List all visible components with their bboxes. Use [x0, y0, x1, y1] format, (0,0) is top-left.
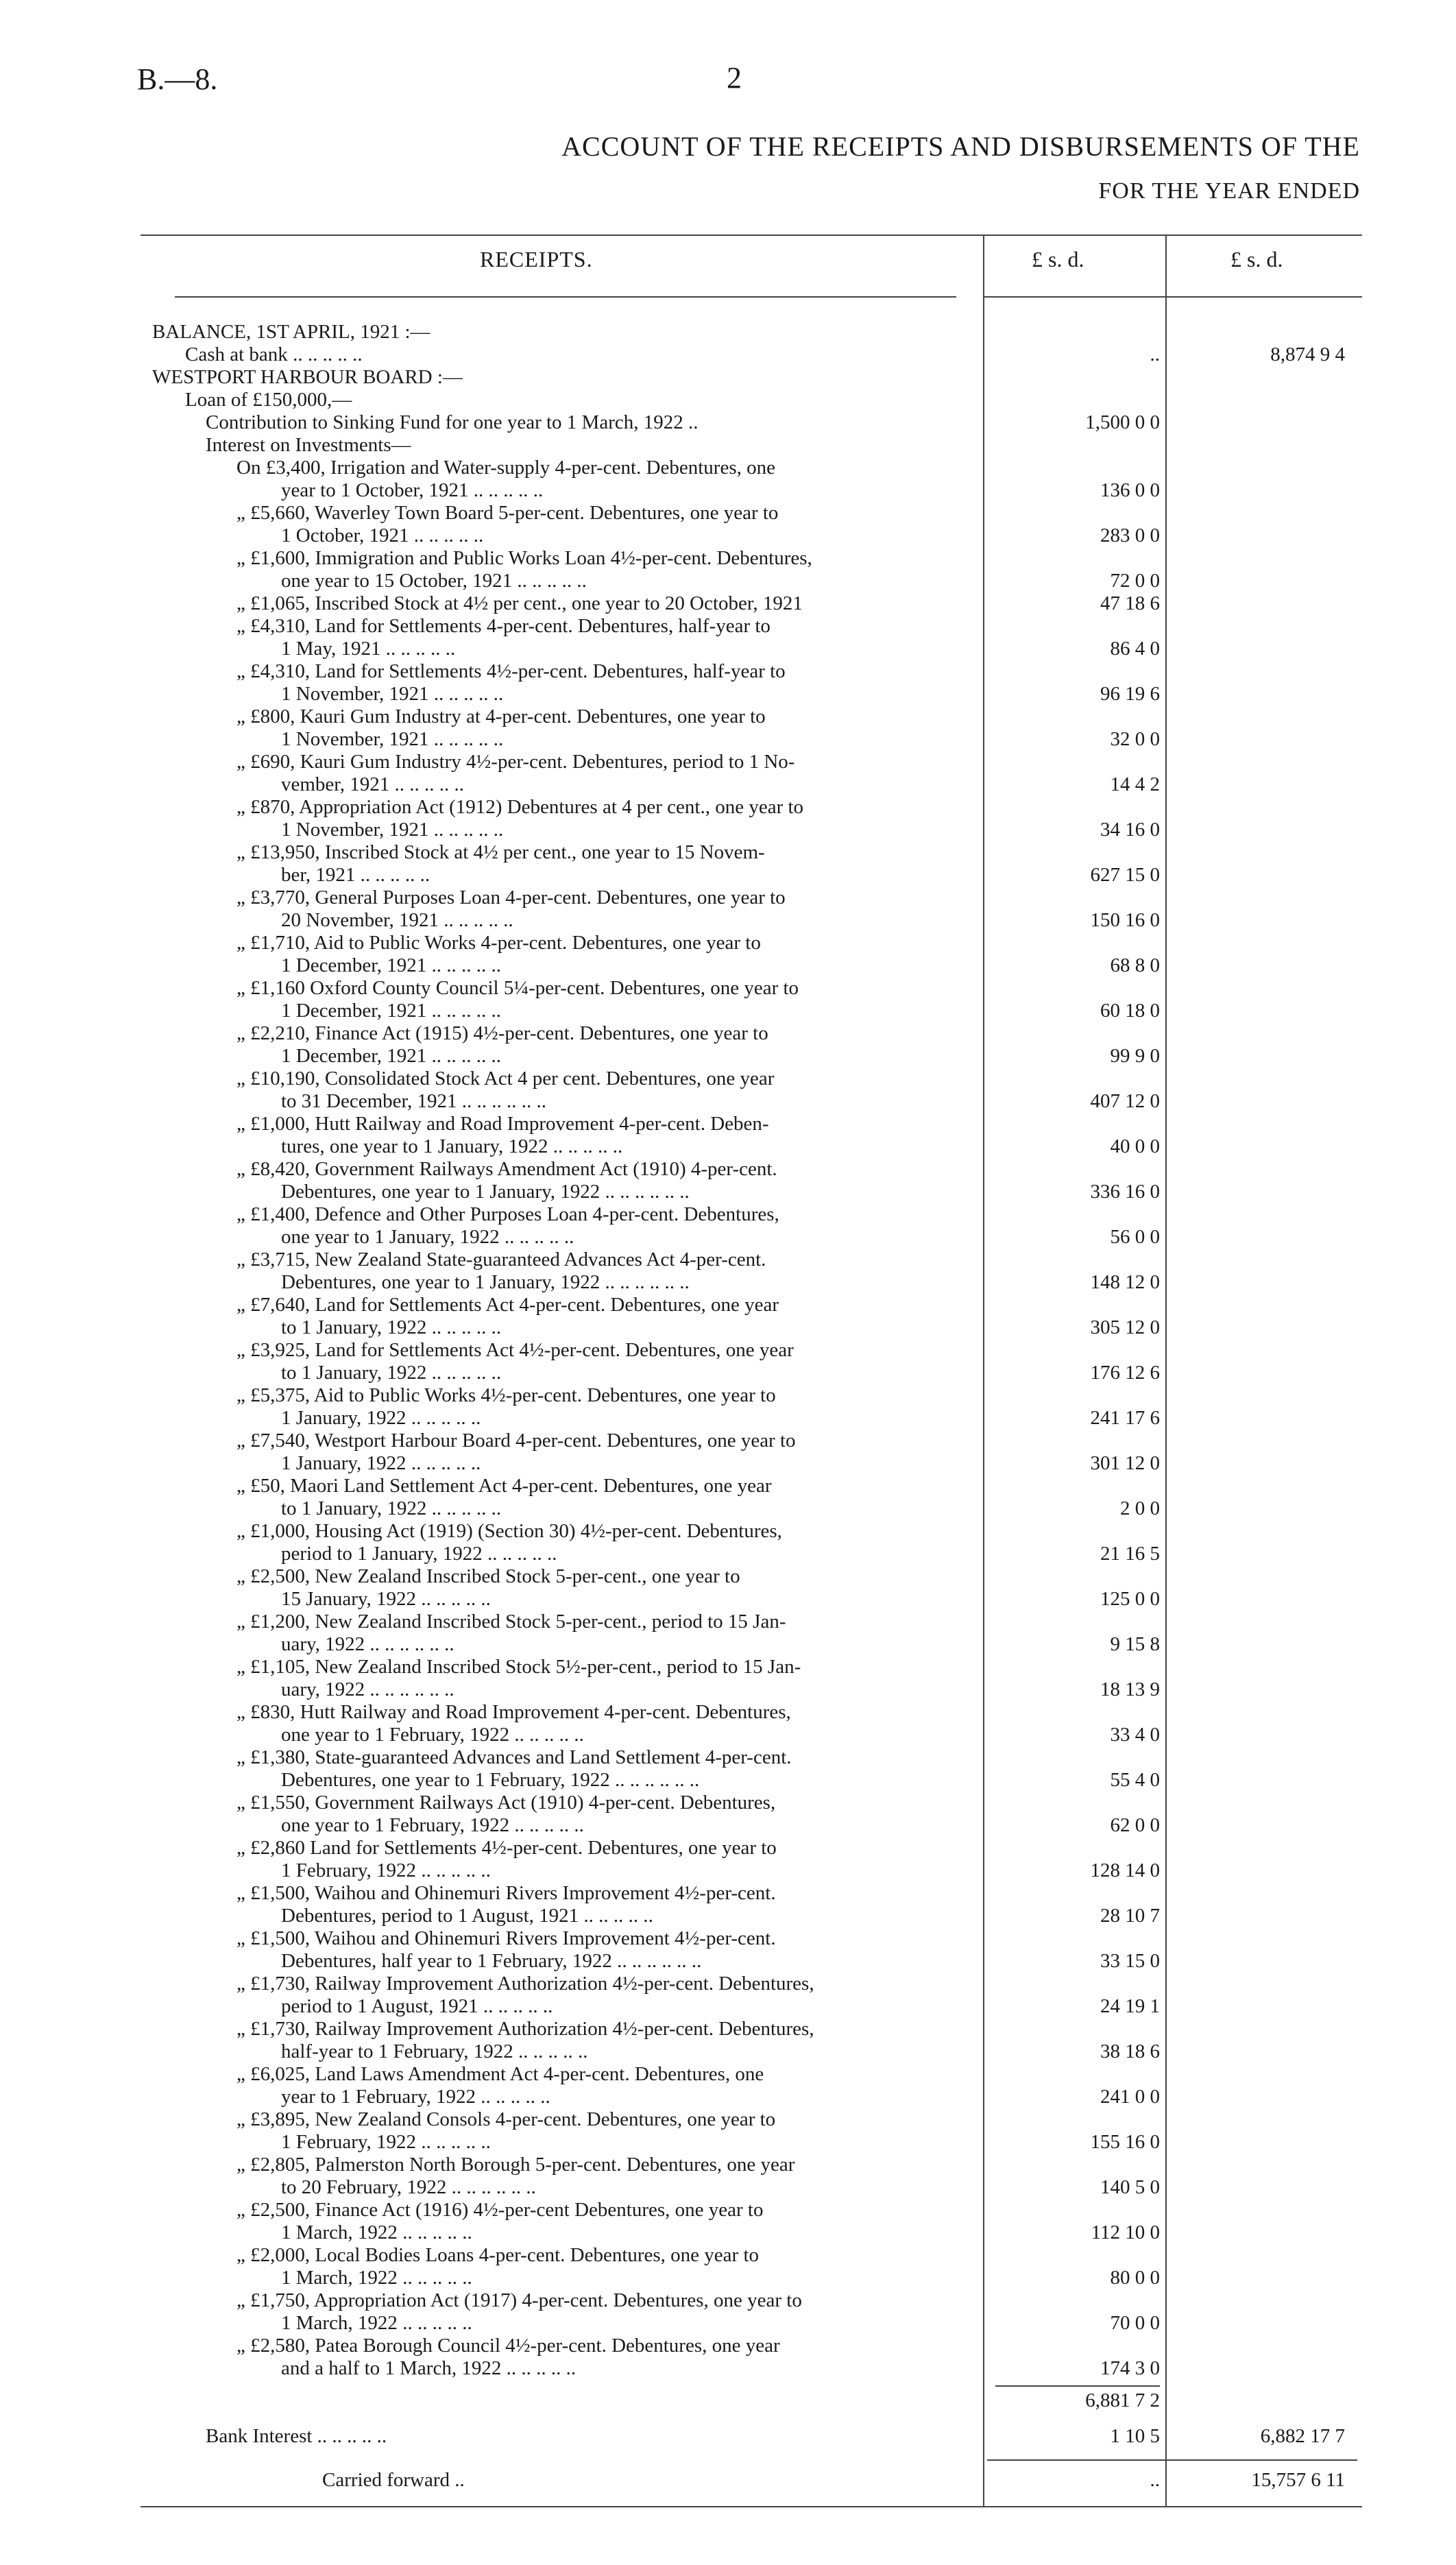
- investment-row: [0, 2018, 1456, 2063]
- investment-row: [0, 1792, 1456, 1837]
- investment-description-cont: uary, 1922 .. .. .: [281, 1678, 454, 1701]
- investment-amount: 60 18 0: [1100, 1000, 1160, 1022]
- investment-amount: 56 0 0: [1110, 1226, 1160, 1248]
- investment-amount: 21 16 5: [1100, 1543, 1160, 1565]
- investment-description-cont: 1 November, 1921 .. .: [281, 819, 503, 841]
- investment-description-cont: 1 March, 1922 .. .: [281, 2312, 472, 2335]
- investment-description-cont: to 31 December, 1921 .. .. .: [281, 1090, 546, 1113]
- investment-description-cont: ber, 1921 .. .: [281, 864, 430, 887]
- investment-row: [0, 2199, 1456, 2244]
- investment-description-cont: 1 March, 1922 .. .: [281, 2221, 472, 2244]
- investment-row: [0, 887, 1456, 932]
- investment-row: [0, 706, 1456, 751]
- investment-amount: 148 12 0: [1090, 1271, 1160, 1293]
- investment-row: [0, 2244, 1456, 2289]
- investment-description: „ £3,715, New Zealand State-guaranteed Advances Act 4-per-cent.: [236, 1249, 766, 1271]
- investment-description: „ £5,375, Aid to Public Works 4½-per-cent. Debentures, one year to: [236, 1384, 776, 1406]
- investment-description: „ £4,310, Land for Settlements 4½-per-cent. Debentures, half-year to: [236, 660, 786, 682]
- investment-amount: 155 16 0: [1090, 2131, 1160, 2153]
- investment-row: [0, 457, 1456, 502]
- investment-description-cont: tures, one year to 1 January, 1922 .. .: [281, 1135, 622, 1158]
- investment-row: [0, 1927, 1456, 1973]
- investment-amount: 9 15 8: [1110, 1633, 1160, 1655]
- investment-amount: 150 16 0: [1090, 909, 1160, 931]
- investment-description-cont: one year to 1 January, 1922 .. .: [281, 1226, 574, 1249]
- investment-description: „ £3,770, General Purposes Loan 4-per-cent. Debentures, one year to: [236, 887, 786, 908]
- investment-description-cont: year to 1 October, 1921 .. .: [281, 479, 543, 502]
- investment-amount: 112 10 0: [1091, 2221, 1160, 2243]
- investment-description-cont: 1 October, 1921 .. .: [281, 525, 483, 547]
- investment-description: „ £13,950, Inscribed Stock at 4½ per cent., one year to 15 Novem-: [236, 841, 765, 863]
- investment-row: [0, 1430, 1456, 1475]
- table-bottom-rule: [141, 2506, 1362, 2507]
- investment-description: „ £5,660, Waverley Town Board 5-per-cent. Debentures, one year to: [236, 502, 779, 524]
- carried-forward-row: Carried forward .. .. 15,757 6 11: [0, 2459, 1456, 2501]
- investment-amount: 305 12 0: [1090, 1316, 1160, 1338]
- receipts-header: RECEIPTS.: [480, 247, 593, 272]
- investment-row: [0, 1339, 1456, 1384]
- investment-description: „ £1,750, Appropriation Act (1917) 4-per-cent. Debentures, one year to: [236, 2289, 802, 2311]
- investment-description-cont: Debentures, half year to 1 February, 1922 .. .. .: [281, 1950, 701, 1973]
- bank-interest-row: Bank Interest .. . 1 10 5 6,882 17 7: [0, 2425, 1456, 2459]
- investment-row: [0, 751, 1456, 796]
- investment-row: [0, 1656, 1456, 1701]
- investment-description-cont: one year to 1 February, 1922 .. .: [281, 1814, 584, 1837]
- investment-description: „ £2,580, Patea Borough Council 4½-per-cent. Debentures, one year: [236, 2335, 780, 2357]
- investment-amount: 68 8 0: [1110, 954, 1160, 976]
- investment-description: On £3,400, Irrigation and Water-supply 4-per-cent. Debentures, one: [236, 457, 775, 479]
- investment-row: [0, 1294, 1456, 1339]
- investment-amount: 80 0 0: [1110, 2267, 1160, 2289]
- investment-description-cont: 1 December, 1921 .. .: [281, 954, 501, 977]
- investment-description-cont: period to 1 January, 1922 .. .: [281, 1543, 557, 1565]
- investment-row: [0, 615, 1456, 660]
- investment-amount: 40 0 0: [1110, 1135, 1160, 1157]
- investment-amount: 136 0 0: [1100, 479, 1160, 501]
- subtotal-row: 6,881 7 2: [0, 2380, 1456, 2425]
- investment-amount: 33 15 0: [1100, 1950, 1160, 1972]
- investment-description: „ £8,420, Government Railways Amendment Act (1910) 4-per-cent.: [236, 1158, 777, 1180]
- investment-amount: 72 0 0: [1110, 570, 1160, 592]
- investment-description-cont: 1 November, 1921 .. .: [281, 683, 503, 706]
- investment-description: „ £870, Appropriation Act (1912) Debentures at 4 per cent., one year to: [236, 796, 804, 818]
- investment-description: „ £830, Hutt Railway and Road Improvement 4-per-cent. Debentures,: [236, 1701, 791, 1723]
- investment-amount: 34 16 0: [1100, 819, 1160, 841]
- interest-heading: Interest on Investments—: [206, 434, 411, 456]
- table-top-rule: [141, 234, 1362, 236]
- investment-row: [0, 592, 1456, 615]
- investment-amount: 38 18 6: [1100, 2040, 1160, 2062]
- investment-description-cont: to 1 January, 1922 .. .: [281, 1497, 501, 1520]
- investment-amount: 128 14 0: [1090, 1859, 1160, 1881]
- investment-description: „ £2,860 Land for Settlements 4½-per-cent. Debentures, one year to: [236, 1837, 777, 1859]
- loan-heading: Loan of £150,000,—: [185, 389, 352, 411]
- westport-heading: WESTPORT HARBOUR BOARD :—: [152, 366, 463, 388]
- investment-description: „ £50, Maori Land Settlement Act 4-per-cent. Debentures, one year: [236, 1475, 772, 1497]
- investment-description-cont: vember, 1921 .. .: [281, 773, 464, 796]
- investment-description-cont: to 1 January, 1922 .. .: [281, 1316, 501, 1339]
- investment-row: [0, 1882, 1456, 1927]
- investment-description: „ £2,500, New Zealand Inscribed Stock 5-per-cent., one year to: [236, 1565, 740, 1587]
- investment-description: „ £10,190, Consolidated Stock Act 4 per cent. Debentures, one year: [236, 1068, 775, 1089]
- investment-description: „ £1,000, Hutt Railway and Road Improvement 4-per-cent. Deben-: [236, 1113, 769, 1135]
- investment-row: [0, 841, 1456, 887]
- investment-row: [0, 1068, 1456, 1113]
- investment-amount: 125 0 0: [1100, 1588, 1160, 1610]
- investment-row: [0, 1249, 1456, 1294]
- investment-row: [0, 2108, 1456, 2154]
- investment-description-cont: 15 January, 1922 .. .: [281, 1588, 491, 1611]
- investment-amount: 55 4 0: [1110, 1769, 1160, 1791]
- investment-description: „ £6,025, Land Laws Amendment Act 4-per-cent. Debentures, one: [236, 2063, 764, 2085]
- investment-description-cont: to 1 January, 1922 .. .: [281, 1362, 501, 1384]
- investment-amount: 14 4 2: [1110, 773, 1160, 795]
- investment-description-cont: 1 May, 1921 .. .: [281, 638, 455, 660]
- investment-amount: 627 15 0: [1090, 864, 1160, 886]
- investment-amount: 62 0 0: [1110, 1814, 1160, 1836]
- investment-amount: 99 9 0: [1110, 1045, 1160, 1067]
- investment-row: [0, 932, 1456, 977]
- investment-description: „ £1,600, Immigration and Public Works Loan 4½-per-cent. Debentures,: [236, 547, 812, 569]
- investment-row: [0, 1113, 1456, 1158]
- investment-description: „ £1,200, New Zealand Inscribed Stock 5-per-cent., period to 15 Jan-: [236, 1611, 786, 1633]
- investment-description-cont: 1 January, 1922 .. .: [281, 1407, 481, 1430]
- investment-row: [0, 1746, 1456, 1792]
- investment-amount: 33 4 0: [1110, 1724, 1160, 1746]
- investment-amount: 174 3 0: [1100, 2357, 1160, 2379]
- investment-description: „ £1,160 Oxford County Council 5¼-per-cent. Debentures, one year to: [236, 977, 799, 999]
- investment-row: [0, 1022, 1456, 1068]
- investment-description-cont: Debentures, period to 1 August, 1921 .. .: [281, 1905, 653, 1927]
- cash-row: Cash at bank .. . .. 8,874 9 4: [0, 344, 1456, 366]
- investment-amount: 24 19 1: [1100, 1995, 1160, 2017]
- investment-description-cont: 1 March, 1922 .. .: [281, 2267, 472, 2289]
- page-number: 2: [727, 61, 742, 95]
- investment-description-cont: Debentures, one year to 1 January, 1922 .. .. .: [281, 1181, 690, 1203]
- investment-amount: 28 10 7: [1100, 1905, 1160, 1927]
- investment-row: [0, 1158, 1456, 1203]
- investment-row: [0, 796, 1456, 841]
- investment-description-cont: Debentures, one year to 1 January, 1922 .. .. .: [281, 1271, 690, 1294]
- investment-description: „ £3,895, New Zealand Consols 4-per-cent. Debentures, one year to: [236, 2108, 776, 2130]
- page-title: ACCOUNT OF THE RECEIPTS AND DISBURSEMENTS OF THE: [561, 131, 1360, 162]
- investment-description-cont: period to 1 August, 1921 .. .: [281, 1995, 553, 2018]
- investment-amount: 140 5 0: [1100, 2176, 1160, 2198]
- investment-row: [0, 977, 1456, 1022]
- investment-description-cont: 1 November, 1921 .. .: [281, 728, 503, 751]
- investment-description-cont: 1 December, 1921 .. .: [281, 1000, 501, 1022]
- investment-row: [0, 1837, 1456, 1882]
- investment-description: „ £7,540, Westport Harbour Board 4-per-cent. Debentures, one year to: [236, 1430, 796, 1452]
- investment-amount: 86 4 0: [1110, 638, 1160, 660]
- investment-amount: 336 16 0: [1090, 1181, 1160, 1203]
- investment-amount: 407 12 0: [1090, 1090, 1160, 1112]
- investment-row: [0, 2335, 1456, 2380]
- investment-row: [0, 502, 1456, 547]
- investment-row: [0, 1973, 1456, 2018]
- investment-description-cont: Debentures, one year to 1 February, 1922 .. .. .: [281, 1769, 699, 1792]
- investment-description: „ £1,105, New Zealand Inscribed Stock 5½-per-cent., period to 15 Jan-: [236, 1656, 801, 1678]
- balance-heading: BALANCE, 1ST APRIL, 1921 :—: [152, 321, 430, 343]
- investment-amount: 96 19 6: [1100, 683, 1160, 705]
- investment-amount: 32 0 0: [1110, 728, 1160, 750]
- investment-description: „ £2,500, Finance Act (1916) 4½-per-cent Debentures, one year to: [236, 2199, 764, 2221]
- investment-row: [0, 1701, 1456, 1746]
- investment-amount: 283 0 0: [1100, 525, 1160, 546]
- investment-amount: 2 0 0: [1120, 1497, 1160, 1519]
- investment-description: „ £1,500, Waihou and Ohinemuri Rivers Improvement 4½-per-cent.: [236, 1882, 776, 1904]
- investment-description: „ £1,550, Government Railways Act (1910) 4-per-cent. Debentures,: [236, 1792, 776, 1814]
- investment-row: [0, 1611, 1456, 1656]
- investment-description: „ £1,000, Housing Act (1919) (Section 30) 4½-per-cent. Debentures,: [236, 1520, 782, 1542]
- page-subtitle: FOR THE YEAR ENDED: [1098, 178, 1360, 204]
- investment-description: „ £2,805, Palmerston North Borough 5-per-cent. Debentures, one year: [236, 2154, 795, 2176]
- investment-description: „ £1,710, Aid to Public Works 4-per-cent. Debentures, one year to: [236, 932, 761, 954]
- investment-description-cont: 20 November, 1921 .. .: [281, 909, 513, 932]
- investment-row: [0, 547, 1456, 592]
- investment-description-cont: 1 December, 1921 .. .: [281, 1045, 501, 1068]
- investment-row: [0, 2063, 1456, 2108]
- investment-amount: 176 12 6: [1090, 1362, 1160, 1384]
- investment-description-cont: uary, 1922 .. .. .: [281, 1633, 454, 1656]
- investment-description: „ £2,210, Finance Act (1915) 4½-per-cent. Debentures, one year to: [236, 1022, 768, 1044]
- page-reference: B.—8.: [137, 62, 218, 96]
- money-header-1: £ s. d.: [1032, 247, 1084, 272]
- money-header-2: £ s. d.: [1230, 247, 1283, 272]
- investment-amount: 301 12 0: [1090, 1452, 1160, 1474]
- investment-amount: 47 18 6: [1100, 592, 1160, 614]
- investment-amount: 241 0 0: [1100, 2086, 1160, 2108]
- investment-amount: 241 17 6: [1090, 1407, 1160, 1429]
- investment-description-cont: one year to 15 October, 1921 .. .: [281, 570, 587, 592]
- investment-description-cont: and a half to 1 March, 1922 .. .: [281, 2357, 576, 2380]
- investment-description: „ £1,380, State-guaranteed Advances and Land Settlement 4-per-cent.: [236, 1746, 792, 1768]
- contribution-row: Contribution to Sinking Fund for one year to 1 March, 1922 .. 1,500 0 0: [206, 411, 1160, 433]
- investment-description: „ £3,925, Land for Settlements Act 4½-per-cent. Debentures, one year: [236, 1339, 794, 1361]
- investment-description: „ £4,310, Land for Settlements 4-per-cent. Debentures, half-year to: [236, 615, 771, 637]
- investment-description-cont: 1 February, 1922 .. .: [281, 2131, 491, 2154]
- investment-row: [0, 1384, 1456, 1430]
- investment-description-cont: 1 January, 1922 .. .: [281, 1452, 481, 1475]
- investment-description-cont: year to 1 February, 1922 .. .: [281, 2086, 550, 2108]
- investment-row: [0, 2289, 1456, 2335]
- investment-description: „ £800, Kauri Gum Industry at 4-per-cent. Debentures, one year to: [236, 706, 766, 727]
- investment-description: „ £1,400, Defence and Other Purposes Loan 4-per-cent. Debentures,: [236, 1203, 779, 1225]
- investment-row: [0, 1520, 1456, 1565]
- investment-description: „ £1,730, Railway Improvement Authorization 4½-per-cent. Debentures,: [236, 1973, 814, 1995]
- investment-description: „ £1,065, Inscribed Stock at 4½ per cent., one year to 20 October, 1921: [236, 592, 803, 614]
- investment-amount: 18 13 9: [1100, 1678, 1160, 1700]
- investment-description-cont: to 20 February, 1922 .. .. .: [281, 2176, 536, 2199]
- investment-description: „ £1,730, Railway Improvement Authorization 4½-per-cent. Debentures,: [236, 2018, 814, 2040]
- investment-row: [0, 1203, 1456, 1249]
- investment-description: „ £7,640, Land for Settlements Act 4-per-cent. Debentures, one year: [236, 1294, 779, 1316]
- investment-description: „ £690, Kauri Gum Industry 4½-per-cent. Debentures, period to 1 No-: [236, 751, 795, 773]
- investment-description: „ £2,000, Local Bodies Loans 4-per-cent. Debentures, one year to: [236, 2244, 760, 2266]
- investment-row: [0, 1475, 1456, 1520]
- investment-amount: 70 0 0: [1110, 2312, 1160, 2334]
- investment-row: [0, 2154, 1456, 2199]
- investment-row: [0, 1565, 1456, 1611]
- header-rule: [983, 296, 1362, 298]
- investment-description-cont: 1 February, 1922 .. .: [281, 1859, 491, 1882]
- investment-description-cont: half-year to 1 February, 1922 .. .: [281, 2040, 588, 2063]
- investment-description-cont: one year to 1 February, 1922 .. .: [281, 1724, 584, 1746]
- header-rule-left: [175, 296, 956, 298]
- investment-description: „ £1,500, Waihou and Ohinemuri Rivers Improvement 4½-per-cent.: [236, 1927, 776, 1949]
- investment-row: [0, 660, 1456, 706]
